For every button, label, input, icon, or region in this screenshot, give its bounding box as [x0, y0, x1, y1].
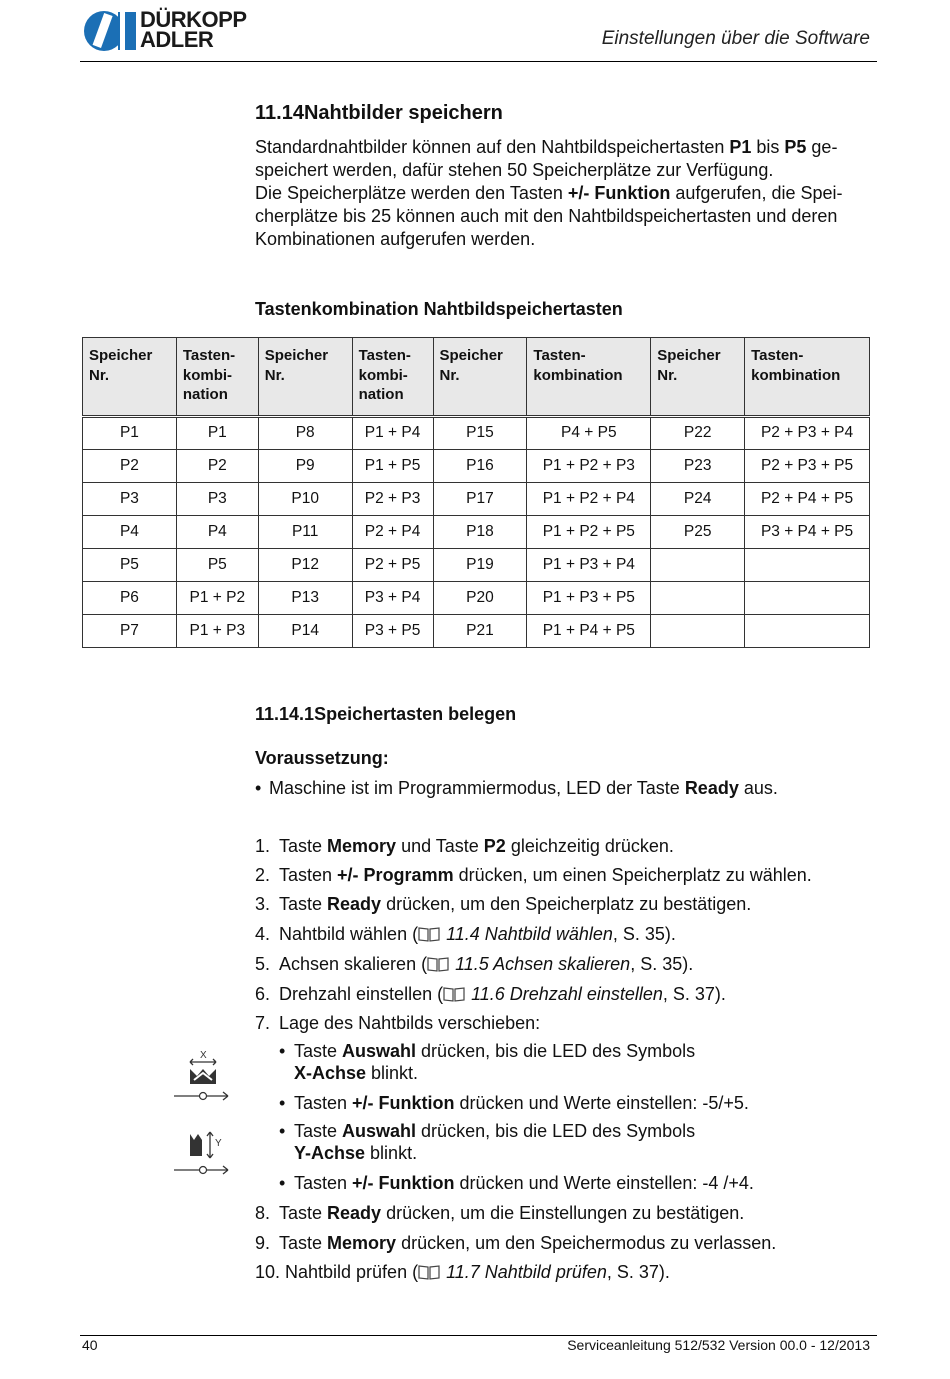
step-number: 1.: [255, 836, 271, 856]
table-cell: P13: [258, 581, 352, 614]
table-cell: P8: [258, 416, 352, 449]
key-name: P2: [483, 836, 506, 856]
table-cell: P5: [176, 548, 258, 581]
step-text: [279, 1202, 744, 1224]
text: Tasten: [294, 1093, 353, 1113]
table-cell: P22: [651, 416, 745, 449]
bullet: •: [255, 778, 262, 798]
table-row: [83, 581, 870, 614]
subsection-heading: 11.14.1Speichertasten belegen: [255, 704, 517, 724]
key-name: +/- Funktion: [352, 1173, 455, 1193]
table-cell: P15: [433, 416, 527, 449]
table-cell: P24: [651, 482, 745, 515]
intro-text: aufgerufen, die Spei-: [670, 183, 843, 203]
text: drücken, bis die LED des Symbols: [416, 1121, 696, 1141]
bullet: •: [279, 1041, 286, 1061]
table-cell: P10: [258, 482, 352, 515]
key-combination-table: [82, 337, 870, 648]
table-cell: P2 + P4 + P5: [745, 482, 870, 515]
table-cell: P12: [258, 548, 352, 581]
x-axis-symbol-icon: [172, 1046, 234, 1104]
step-item: [255, 1232, 875, 1254]
table-cell: P1 + P2 + P4: [527, 482, 651, 515]
key-name: +/- Funktion: [352, 1093, 455, 1113]
step-number: 4.: [255, 924, 271, 944]
step-item: [255, 864, 875, 886]
col-header-key-combination: [527, 338, 651, 417]
table-cell: [745, 581, 870, 614]
header-text: Nr.: [657, 366, 678, 384]
step-text: [279, 835, 674, 857]
col-header-memory-no: [433, 338, 527, 417]
table-cell: P6: [83, 581, 177, 614]
table-header-row: [83, 338, 870, 417]
table-cell: P2 + P4: [352, 515, 433, 548]
cross-reference-link[interactable]: 11.7 Nahtbild prüfen: [446, 1262, 607, 1282]
table-cell: P25: [651, 515, 745, 548]
table-cell: P2 + P3 + P5: [745, 449, 870, 482]
text: Tasten: [294, 1173, 353, 1193]
intro-text: ge-: [806, 137, 838, 157]
header-text: Nr.: [89, 366, 110, 384]
bullet: •: [279, 1173, 286, 1193]
table-cell: P3 + P5: [352, 614, 433, 647]
header-text: Nr.: [439, 366, 460, 384]
step-text: [279, 953, 693, 975]
step-number: 10.: [255, 1262, 281, 1282]
step-item: [255, 1261, 875, 1283]
symbol-name: Y-Achse: [294, 1143, 366, 1163]
sub-step-text: [294, 1172, 754, 1194]
table-cell: P2: [83, 449, 177, 482]
header-text: Tasten-: [182, 347, 236, 364]
book-reference-icon: [418, 926, 440, 942]
table-cell: P17: [433, 482, 527, 515]
section-heading: 11.14Nahtbilder speichern: [255, 102, 503, 124]
text: gleichzeitig drücken.: [505, 836, 674, 856]
text: drücken, um den Speichermodus zu verlassen.: [396, 1233, 777, 1253]
text: aus.: [738, 778, 778, 798]
text: , S. 35).: [630, 954, 694, 974]
table-cell: P1 + P2 + P5: [527, 515, 651, 548]
table-cell: P9: [258, 449, 352, 482]
footer-divider: [80, 1335, 877, 1336]
key-name: Auswahl: [342, 1041, 417, 1061]
table-cell: P2 + P3 + P4: [745, 416, 870, 449]
step-item: [255, 1012, 875, 1034]
text: Taste: [279, 1233, 328, 1253]
step-item: [255, 1202, 875, 1224]
table-cell: P1: [176, 416, 258, 449]
prerequisite-label: Voraussetzung:: [255, 748, 389, 768]
intro-line-5: Kombinationen aufgerufen werden.: [255, 229, 536, 249]
sub-step-text: [294, 1040, 695, 1062]
intro-text: bis: [751, 137, 785, 157]
table-cell: P2: [176, 449, 258, 482]
text: Taste: [279, 1203, 328, 1223]
bullet: •: [279, 1093, 286, 1113]
header-text: kombi-: [358, 366, 408, 384]
table-cell: P1 + P2 + P3: [527, 449, 651, 482]
header-text: Speicher: [89, 347, 153, 364]
step-text: Lage des Nahtbilds verschieben:: [279, 1013, 541, 1033]
text: drücken, um die Einstellungen zu bestätigen.: [381, 1203, 745, 1223]
table-cell: P3 + P4: [352, 581, 433, 614]
text: Nahtbild prüfen (: [285, 1262, 419, 1282]
key-name: Ready: [327, 1203, 382, 1223]
step-item: [255, 893, 875, 915]
step-number: 5.: [255, 954, 271, 974]
step-text: [279, 923, 676, 945]
duerkopp-adler-logo-icon: [82, 8, 138, 54]
text: Achsen skalieren (: [279, 954, 428, 974]
text: drücken, um den Speicherplatz zu bestätigen.: [381, 894, 752, 914]
text: drücken und Werte einstellen: -5/+5.: [454, 1093, 749, 1113]
table-cell: P5: [83, 548, 177, 581]
sub-step-text: [294, 1120, 695, 1142]
text: Tasten: [279, 865, 338, 885]
intro-key: +/- Funktion: [567, 183, 671, 203]
sub-step-text: [294, 1142, 417, 1164]
text: , S. 37).: [606, 1262, 670, 1282]
key-name: Memory: [327, 836, 397, 856]
col-header-key-combination: [352, 338, 433, 417]
header-text: Speicher: [264, 347, 329, 364]
text: Taste: [279, 836, 328, 856]
key-name: Auswahl: [342, 1121, 417, 1141]
table-row: [83, 548, 870, 581]
brand-line-1: DÜRKOPP: [140, 7, 247, 32]
table-cell: [651, 614, 745, 647]
step-text: [279, 983, 726, 1005]
table-cell: P4: [83, 515, 177, 548]
brand-name: [140, 7, 247, 52]
text: , S. 37).: [662, 984, 726, 1004]
step-item: [255, 923, 875, 945]
table-cell: [745, 614, 870, 647]
prerequisite-item: [255, 777, 875, 799]
text: Taste: [294, 1121, 343, 1141]
table-cell: P1 + P5: [352, 449, 433, 482]
step-item: [255, 983, 875, 1005]
table-row: [83, 614, 870, 647]
step-number: 8.: [255, 1203, 271, 1223]
table-cell: P7: [83, 614, 177, 647]
table-cell: P1 + P3: [176, 614, 258, 647]
book-reference-icon: [427, 956, 449, 972]
step-text: [279, 1232, 776, 1254]
table-row: [83, 449, 870, 482]
header-text: Speicher: [657, 347, 721, 364]
header-text: Nr.: [264, 366, 285, 384]
text: drücken und Werte einstellen: -4 /+4.: [454, 1173, 754, 1193]
table-cell: P3: [83, 482, 177, 515]
step-number: 3.: [255, 894, 271, 914]
table-cell: P2 + P3: [352, 482, 433, 515]
table-cell: P1 + P3 + P4: [527, 548, 651, 581]
table-cell: P4: [176, 515, 258, 548]
table-cell: P1: [83, 416, 177, 449]
header-text: nation: [182, 386, 228, 403]
company-logo: [82, 8, 272, 54]
step-item: [255, 835, 875, 857]
key-name: +/- Programm: [337, 865, 454, 885]
intro-key: P1: [729, 137, 752, 157]
header-text: kombination: [751, 366, 841, 384]
table-cell: P3: [176, 482, 258, 515]
page-number: 40: [82, 1337, 98, 1353]
table-row: [83, 515, 870, 548]
sub-step-text: [294, 1092, 749, 1114]
intro-line-4: cherplätze bis 25 können auch mit den Nahtbildspeichertasten und deren: [255, 206, 838, 226]
table-cell: P2 + P5: [352, 548, 433, 581]
header-text: kombi-: [182, 366, 233, 384]
intro-text: Die Speicherplätze werden den Tasten: [255, 183, 568, 203]
text: blinkt.: [366, 1063, 419, 1083]
table-cell: P1 + P4 + P5: [527, 614, 651, 647]
header-divider: [80, 61, 877, 62]
intro-key: P5: [784, 137, 807, 157]
step-number: 9.: [255, 1233, 271, 1253]
x-axis-label: X: [200, 1050, 207, 1061]
key-name: Ready: [327, 894, 382, 914]
table-cell: P16: [433, 449, 527, 482]
book-reference-icon: [443, 986, 465, 1002]
col-header-memory-no: [258, 338, 352, 417]
step-text: [279, 893, 751, 915]
header-title: Einstellungen über die Software: [601, 28, 870, 49]
text: Maschine ist im Programmiermodus, LED der Taste: [269, 778, 685, 798]
text: und Taste: [396, 836, 484, 856]
table-row: [83, 416, 870, 449]
text: , S. 35).: [612, 924, 676, 944]
table-cell: P11: [258, 515, 352, 548]
symbol-name: X-Achse: [294, 1063, 367, 1083]
text: Nahtbild wählen (: [279, 924, 419, 944]
step-number: 2.: [255, 865, 271, 885]
table-cell: P3 + P4 + P5: [745, 515, 870, 548]
text: Taste: [294, 1041, 343, 1061]
table-cell: P21: [433, 614, 527, 647]
intro-line-2: speichert werden, dafür stehen 50 Speicherplätze zur Verfügung.: [255, 160, 774, 180]
text: drücken, um einen Speicherplatz zu wählen.: [453, 865, 812, 885]
sub-step-item: [255, 1120, 875, 1164]
y-axis-label: Y: [215, 1138, 222, 1149]
step-number: 6.: [255, 984, 271, 1004]
step-text: [279, 864, 812, 886]
bullet: •: [279, 1121, 286, 1141]
prerequisite-text: [269, 777, 778, 799]
text: blinkt.: [365, 1143, 418, 1163]
step-list: [255, 835, 875, 1295]
sub-step-item: [255, 1172, 875, 1194]
header-text: Tasten-: [751, 347, 804, 364]
header-text: kombination: [533, 366, 623, 384]
table-cell: P1 + P3 + P5: [527, 581, 651, 614]
col-header-memory-no: [83, 338, 177, 417]
intro-line-1: [255, 136, 873, 159]
table-cell: P1 + P4: [352, 416, 433, 449]
col-header-key-combination: [176, 338, 258, 417]
y-axis-symbol-icon: [172, 1126, 234, 1182]
sub-step-text: [294, 1062, 418, 1084]
table-cell: P1 + P2: [176, 581, 258, 614]
header-text: Tasten-: [533, 347, 586, 364]
step-text: [285, 1261, 670, 1283]
table-cell: P18: [433, 515, 527, 548]
document-info: Serviceanleitung 512/532 Version 00.0 - 12/2013: [567, 1337, 870, 1353]
table-cell: P4 + P5: [527, 416, 651, 449]
intro-line-3: [255, 182, 873, 205]
step-item: [255, 953, 875, 975]
cross-reference-link[interactable]: 11.5 Achsen skalieren: [455, 954, 631, 974]
sub-step-item: [255, 1092, 875, 1114]
key-name: Ready: [684, 778, 739, 798]
key-name: Memory: [327, 1233, 397, 1253]
section-intro: [255, 136, 873, 251]
table-cell: [651, 548, 745, 581]
brand-line-2: ADLER: [140, 27, 214, 52]
header-text: nation: [358, 386, 404, 403]
table-cell: P20: [433, 581, 527, 614]
col-header-key-combination: [745, 338, 870, 417]
intro-text: Standardnahtbilder können auf den Nahtbildspeichertasten: [255, 137, 730, 157]
text: drücken, bis die LED des Symbols: [416, 1041, 696, 1061]
header-text: Speicher: [439, 347, 503, 364]
cross-reference-link[interactable]: 11.4 Nahtbild wählen: [446, 924, 613, 944]
table-cell: [745, 548, 870, 581]
table-cell: P14: [258, 614, 352, 647]
table-title: Tastenkombination Nahtbildspeichertasten: [255, 299, 623, 319]
sub-step-item: [255, 1040, 875, 1084]
cross-reference-link[interactable]: 11.6 Drehzahl einstellen: [471, 984, 663, 1004]
step-number: 7.: [255, 1013, 271, 1033]
table-row: [83, 482, 870, 515]
table-cell: [651, 581, 745, 614]
col-header-memory-no: [651, 338, 745, 417]
book-reference-icon: [418, 1264, 440, 1280]
table-cell: P19: [433, 548, 527, 581]
table-cell: P23: [651, 449, 745, 482]
text: Taste: [279, 894, 328, 914]
header-text: Tasten-: [358, 347, 411, 364]
text: Drehzahl einstellen (: [279, 984, 444, 1004]
